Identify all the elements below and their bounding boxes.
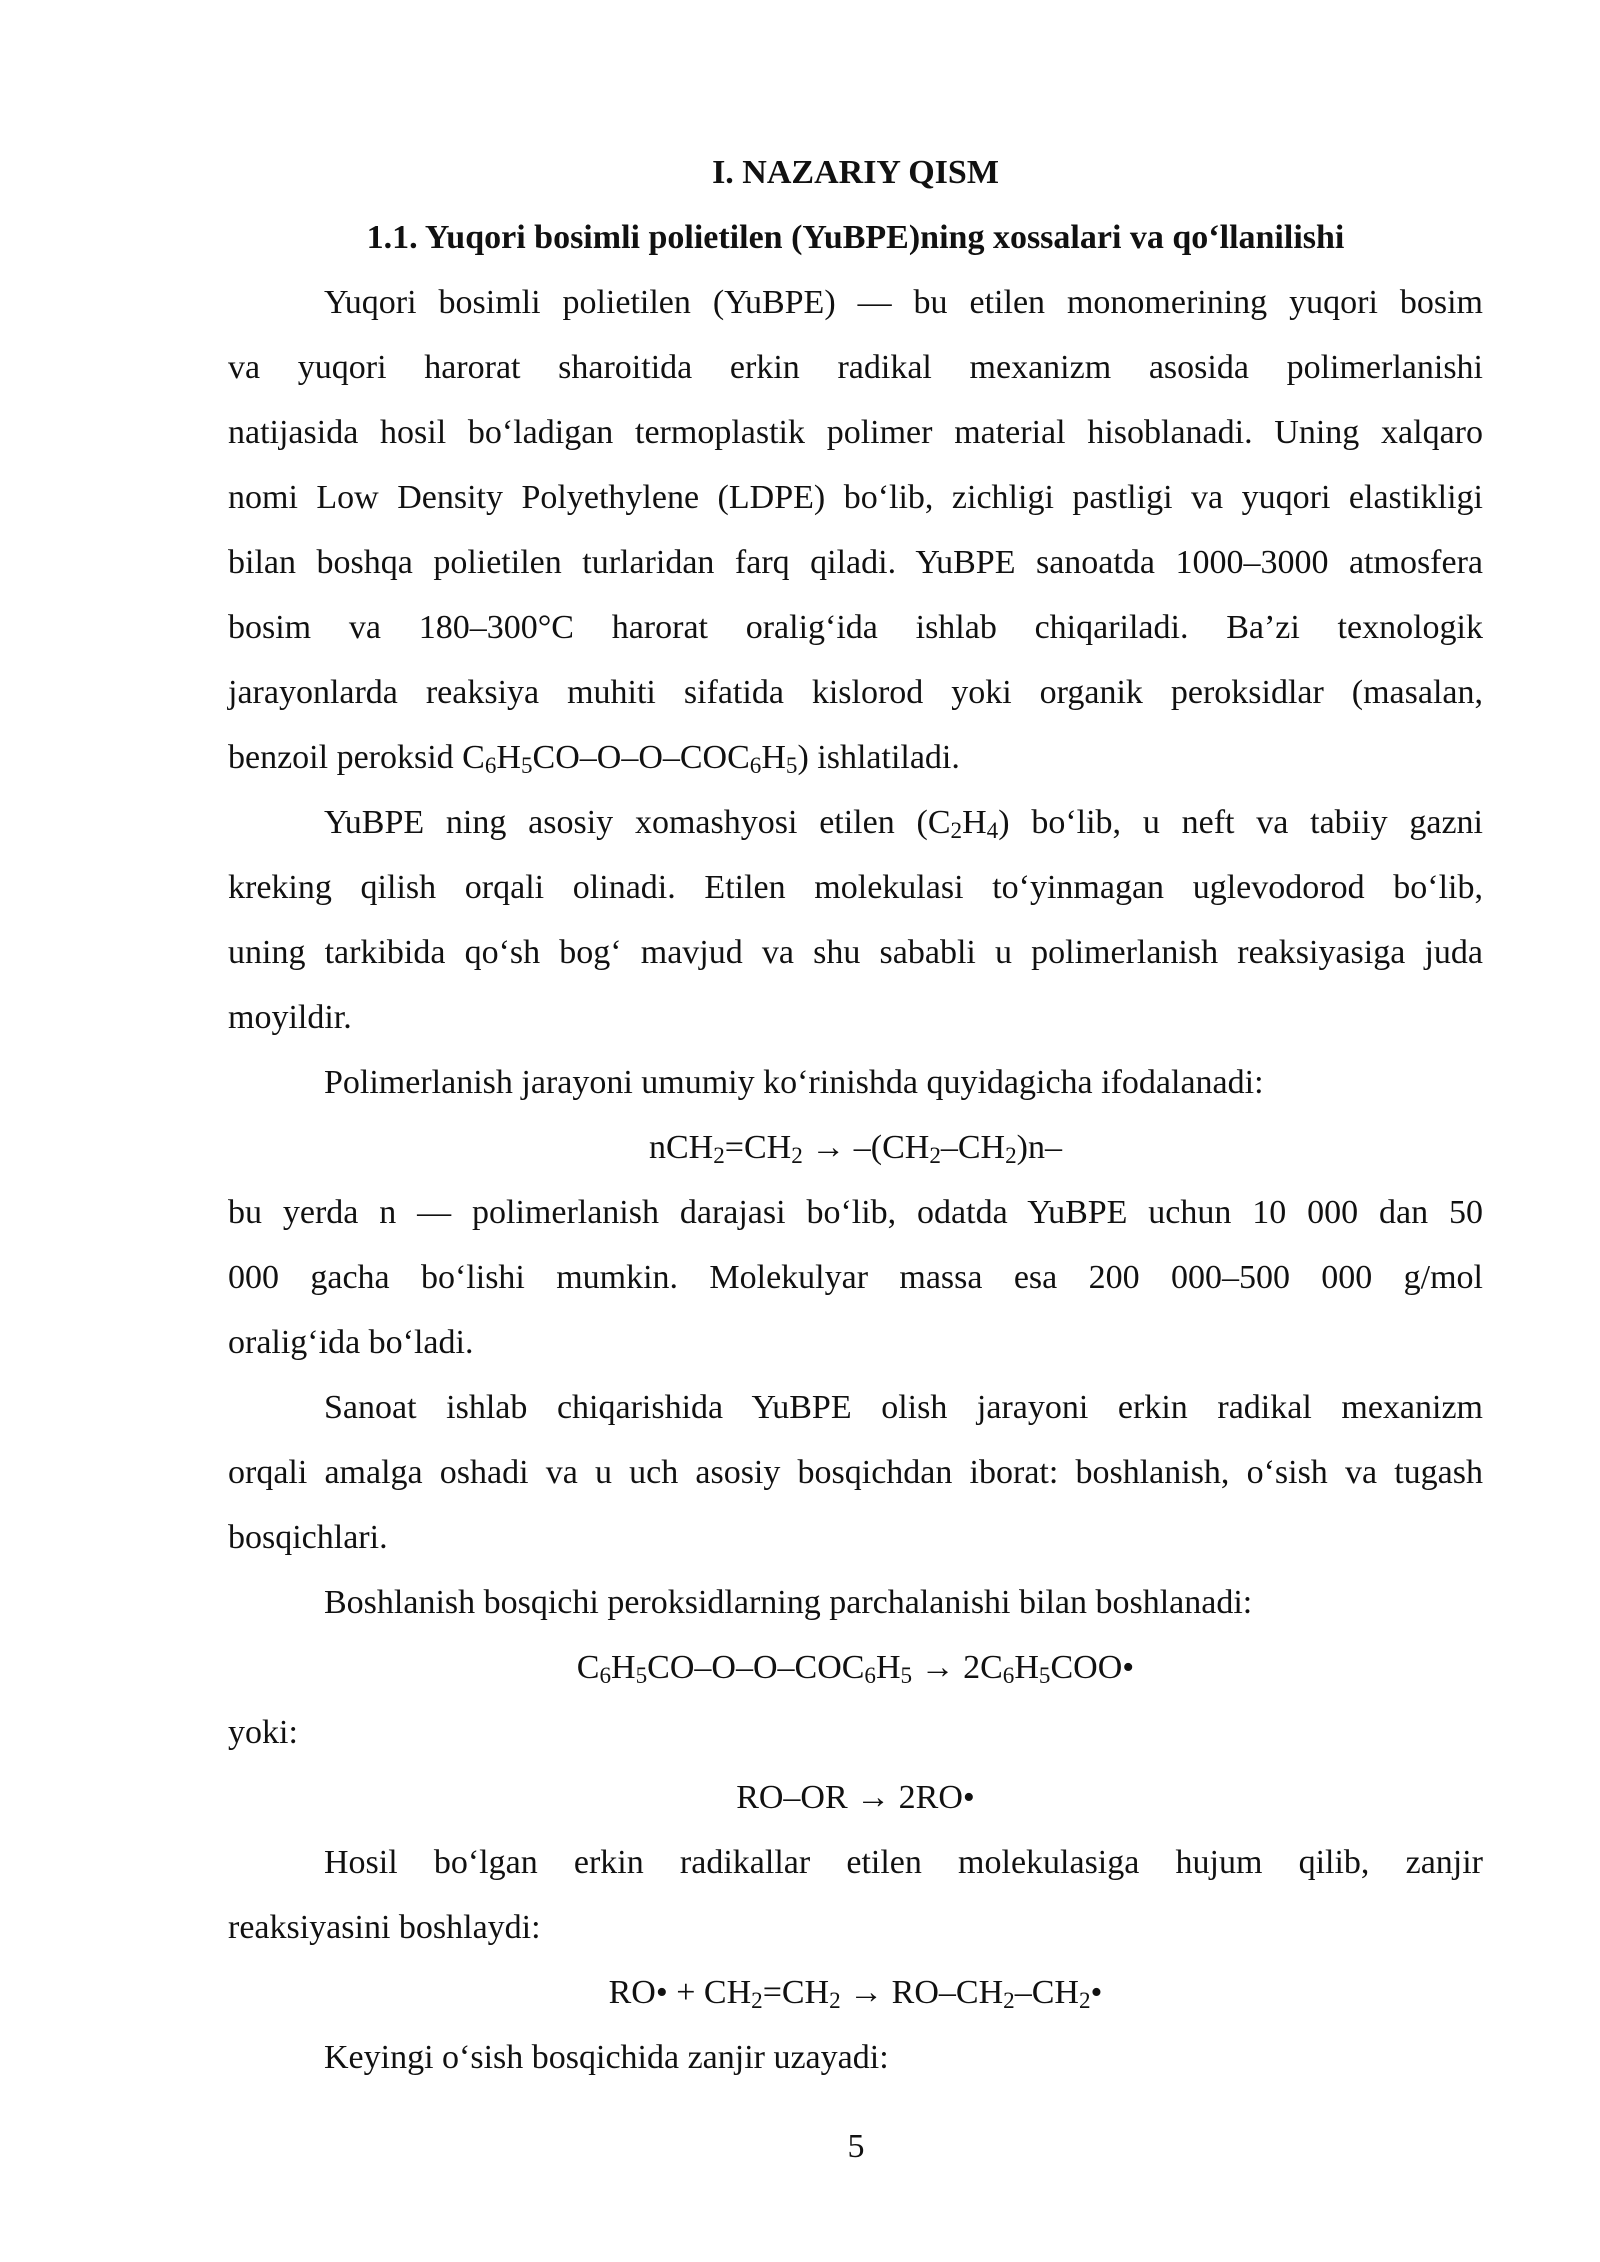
paragraph-line-formula: YuBPE ning asosiy xomashyosi etilen $(C_2H_4)$ bo‘lib, u neft va tabiiy gazni — [324, 804, 1483, 845]
equation-peroxide: RO–OR → 2RO• — [736, 1779, 975, 1816]
paragraph-line: uning tarkibida qo‘sh bog‘ mavjud va shu sababli u polimerlanish reaksiyasiga juda — [228, 934, 1483, 971]
paragraph-line: bilan boshqa polietilen turlaridan farq qiladi. YuBPE sanoatda 1000–3000 atmosfera — [228, 544, 1483, 581]
equation-initiation: $C_6H_5CO-O-O-COC_6H_5$ → $2C_6H_5COO•$ — [576, 1649, 1135, 1690]
paragraph-line: Hosil bo‘lgan erkin radikallar etilen molekulasiga hujum qilib, zanjir — [324, 1844, 1483, 1881]
subsection-heading: 1.1. Yuqori bosimli polietilen (YuBPE)ning xossalari va qo‘llanilishi — [366, 219, 1345, 256]
page-number: 5 — [847, 2128, 865, 2165]
paragraph-line: Keyingi o‘sish bosqichida zanjir uzayadi: — [324, 2039, 889, 2076]
paragraph-line: va yuqori harorat sharoitida erkin radikal mexanizm asosida polimerlanishi — [228, 349, 1483, 386]
paragraph-line: yoki: — [228, 1714, 298, 1751]
paragraph-line: natijasida hosil bo‘ladigan termoplastik polimer material hisoblanadi. Uning xalqaro — [228, 414, 1483, 451]
paragraph-line: bosim va 180–300°C harorat oralig‘ida ishlab chiqariladi. Ba’zi texnologik — [228, 609, 1483, 646]
paragraph-line: nomi Low Density Polyethylene (LDPE) bo‘lib, zichligi pastligi va yuqori elastikligi — [228, 479, 1483, 516]
paragraph-line-formula: benzoil peroksid $C_6H_5CO-O-O-COC_6H_5$) ishlatiladi. — [228, 739, 960, 780]
paragraph-line: Polimerlanish jarayoni umumiy ko‘rinishda quyidagicha ifodalanadi: — [324, 1064, 1264, 1101]
paragraph-line: bu yerda n — polimerlanish darajasi bo‘lib, odatda YuBPE uchun 10 000 dan 50 — [228, 1194, 1483, 1231]
equation-chain-start: RO• + $CH_2=CH_2$ → $RO-CH_2-CH_2•$ — [608, 1974, 1103, 2015]
section-heading: I. NAZARIY QISM — [712, 154, 999, 191]
paragraph-line: jarayonlarda reaksiya muhiti sifatida kislorod yoki organik peroksidlar (masalan, — [228, 674, 1483, 711]
equation-polymerization: $nCH_2=CH_2 \to -(CH_2-CH_2)n-$ — [648, 1129, 1062, 1170]
paragraph-line: moyildir. — [228, 999, 352, 1036]
paragraph-line: reaksiyasini boshlaydi: — [228, 1909, 541, 1946]
paragraph-line: 000 gacha bo‘lishi mumkin. Molekulyar massa esa 200 000–500 000 g/mol — [228, 1259, 1483, 1296]
paragraph-line: Sanoat ishlab chiqarishida YuBPE olish jarayoni erkin radikal mexanizm — [324, 1389, 1483, 1426]
paragraph-line: Boshlanish bosqichi peroksidlarning parchalanishi bilan boshlanadi: — [324, 1584, 1253, 1621]
paragraph-line: orqali amalga oshadi va u uch asosiy bosqichdan iborat: boshlanish, o‘sish va tugash — [228, 1454, 1483, 1491]
paragraph-line: kreking qilish orqali olinadi. Etilen molekulasi to‘yinmagan uglevodorod bo‘lib, — [228, 869, 1483, 906]
paragraph-line: Yuqori bosimli polietilen (YuBPE) — bu etilen monomerining yuqori bosim — [324, 284, 1483, 321]
paragraph-line: bosqichlari. — [228, 1519, 388, 1556]
paragraph-line: oralig‘ida bo‘ladi. — [228, 1324, 474, 1361]
